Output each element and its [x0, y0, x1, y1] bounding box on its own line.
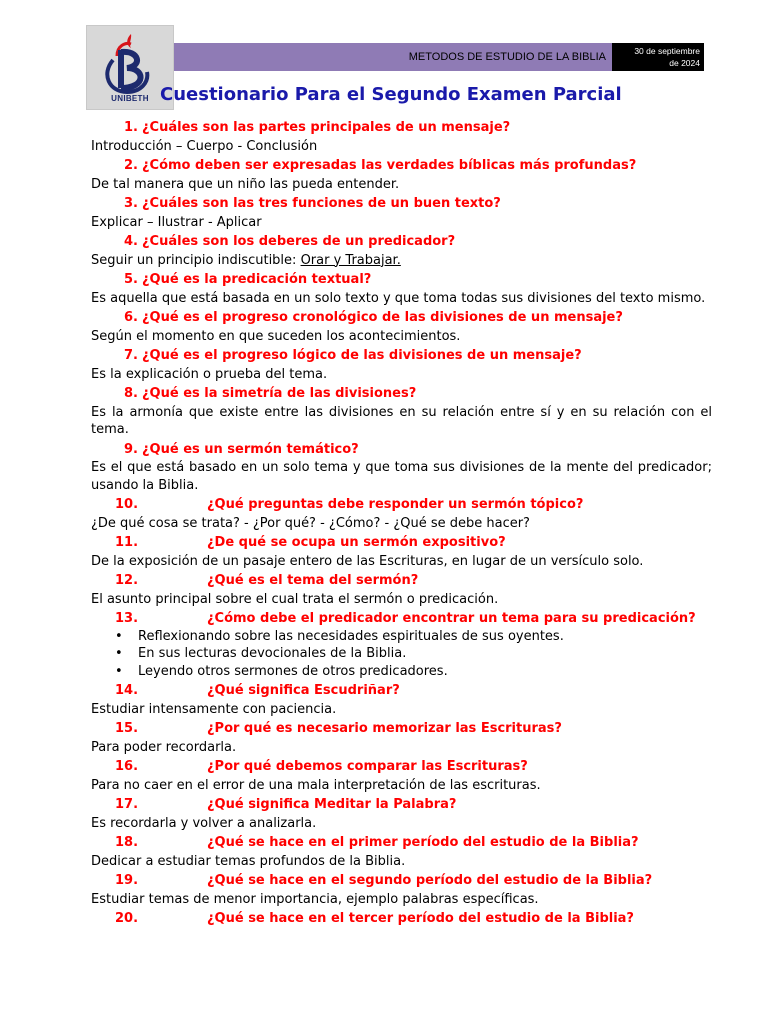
question-15	[91, 720, 712, 738]
question-text: ¿De qué se ocupa un sermón expositivo?	[207, 535, 506, 550]
page-title: Cuestionario Para el Segundo Examen Parcial	[160, 84, 622, 105]
question-number: 19.	[115, 873, 139, 888]
question-text: ¿Cómo deben ser expresadas las verdades bíblicas más profundas?	[142, 158, 637, 173]
question-3	[91, 195, 712, 213]
question-10	[91, 496, 712, 514]
question-text: ¿Qué es el tema del sermón?	[207, 573, 419, 588]
question-text: ¿Qué es el progreso cronológico de las divisiones de un mensaje?	[142, 310, 623, 325]
question-number: 9.	[124, 441, 138, 457]
question-text: ¿Qué es la simetría de las divisiones?	[142, 386, 417, 401]
question-number: 3.	[124, 196, 138, 211]
question-1	[91, 119, 712, 137]
answer-2: De tal manera que un niño las pueda entender.	[91, 176, 400, 192]
answer-17: Es recordarla y volver a analizarla.	[91, 815, 317, 831]
answer-18: Dedicar a estudiar temas profundos de la Biblia.	[91, 853, 406, 869]
answer-8: Es la armonía que existe entre las divisiones en su relación entre sí y en su relación con el tema.	[91, 404, 712, 437]
question-text: ¿Qué es la predicación textual?	[142, 272, 372, 287]
question-9	[91, 441, 712, 459]
question-text: ¿Qué es el progreso lógico de las divisiones de un mensaje?	[142, 348, 582, 363]
answer-underlined-text: Orar y Trabajar.	[300, 252, 401, 268]
answer-1: Introducción – Cuerpo - Conclusión	[91, 138, 318, 154]
question-19	[91, 872, 712, 890]
date-line-1: 30 de septiembre	[634, 46, 700, 56]
question-text: ¿Qué es un sermón temático?	[142, 441, 359, 457]
question-number: 6.	[124, 310, 138, 325]
question-18	[91, 834, 712, 852]
question-text: ¿Por qué debemos comparar las Escrituras?	[207, 759, 528, 774]
answer-3: Explicar – Ilustrar - Aplicar	[91, 214, 262, 230]
question-number: 17.	[115, 797, 139, 812]
list-item: • Leyendo otros sermones de otros predicadores.	[138, 663, 712, 681]
answer-9: Es el que está basado en un solo tema y que toma sus divisiones de la mente del predicador; usando la Biblia.	[91, 460, 712, 493]
question-14	[91, 682, 712, 700]
question-number: 12.	[115, 573, 139, 588]
answer-text: Seguir un principio indiscutible:	[91, 252, 301, 268]
question-number: 15.	[115, 721, 139, 736]
question-number: 18.	[115, 835, 139, 850]
answer-16: Para no caer en el error de una mala interpretación de las escrituras.	[91, 777, 541, 793]
question-4	[91, 233, 712, 251]
questionnaire	[91, 117, 712, 928]
question-text: ¿Qué se hace en el primer período del estudio de la Biblia?	[207, 835, 639, 850]
question-text: ¿Cuáles son las tres funciones de un buen texto?	[142, 196, 501, 211]
answer-15: Para poder recordarla.	[91, 739, 237, 755]
question-6	[91, 309, 712, 327]
question-number: 14.	[115, 683, 139, 698]
question-text: ¿Cómo debe el predicador encontrar un tema para su predicación?	[207, 611, 696, 626]
answer-12: El asunto principal sobre el cual trata el sermón o predicación.	[91, 591, 499, 607]
question-number: 8.	[124, 386, 138, 401]
question-number: 11.	[115, 535, 139, 550]
answer-6: Según el momento en que suceden los acontecimientos.	[91, 328, 461, 344]
question-number: 16.	[115, 759, 139, 774]
answer-11: De la exposición de un pasaje entero de las Escrituras, en lugar de un versículo solo.	[91, 553, 644, 569]
question-17	[91, 796, 712, 814]
question-number: 5.	[124, 272, 138, 287]
logo-wordmark: UNIBETH	[111, 94, 149, 103]
question-2	[91, 157, 712, 175]
date-line-2: de 2024	[669, 58, 700, 68]
answer-4	[91, 252, 712, 270]
question-8	[91, 385, 712, 403]
question-11	[91, 534, 712, 552]
question-number: 2.	[124, 158, 138, 173]
answer-5: Es aquella que está basada en un solo texto y que toma todas sus divisiones del texto mismo.	[91, 290, 706, 306]
header-date	[612, 43, 704, 71]
question-text: ¿Cuáles son los deberes de un predicador?	[142, 234, 456, 249]
question-number: 13.	[115, 611, 139, 626]
answer-13-list	[91, 628, 712, 681]
question-20	[91, 910, 712, 928]
list-item: • Reflexionando sobre las necesidades espirituales de sus oyentes.	[138, 628, 712, 646]
answer-7: Es la explicación o prueba del tema.	[91, 366, 328, 382]
question-5	[91, 271, 712, 289]
question-number: 1.	[124, 120, 138, 135]
question-number: 10.	[115, 497, 139, 512]
question-13	[91, 610, 712, 628]
question-number: 4.	[124, 234, 138, 249]
question-16	[91, 758, 712, 776]
question-text: ¿Qué se hace en el tercer período del estudio de la Biblia?	[207, 911, 634, 926]
answer-14: Estudiar intensamente con paciencia.	[91, 701, 337, 717]
question-number: 7.	[124, 348, 138, 363]
question-text: ¿Qué se hace en el segundo período del estudio de la Biblia?	[207, 873, 653, 888]
question-text: ¿Qué significa Meditar la Palabra?	[207, 797, 457, 812]
course-title: METODOS DE ESTUDIO DE LA BIBLIA	[408, 51, 606, 63]
question-text: ¿Qué significa Escudriñar?	[207, 683, 400, 698]
question-text: ¿Qué preguntas debe responder un sermón tópico?	[207, 497, 584, 512]
answer-10: ¿De qué cosa se trata? - ¿Por qué? - ¿Cómo? - ¿Qué se debe hacer?	[91, 515, 530, 531]
list-item: • En sus lecturas devocionales de la Biblia.	[138, 645, 712, 663]
answer-19: Estudiar temas de menor importancia, ejemplo palabras específicas.	[91, 891, 539, 907]
question-text: ¿Por qué es necesario memorizar las Escrituras?	[207, 721, 562, 736]
question-number: 20.	[115, 911, 139, 926]
question-12	[91, 572, 712, 590]
question-text: ¿Cuáles son las partes principales de un mensaje?	[142, 120, 511, 135]
question-7	[91, 347, 712, 365]
